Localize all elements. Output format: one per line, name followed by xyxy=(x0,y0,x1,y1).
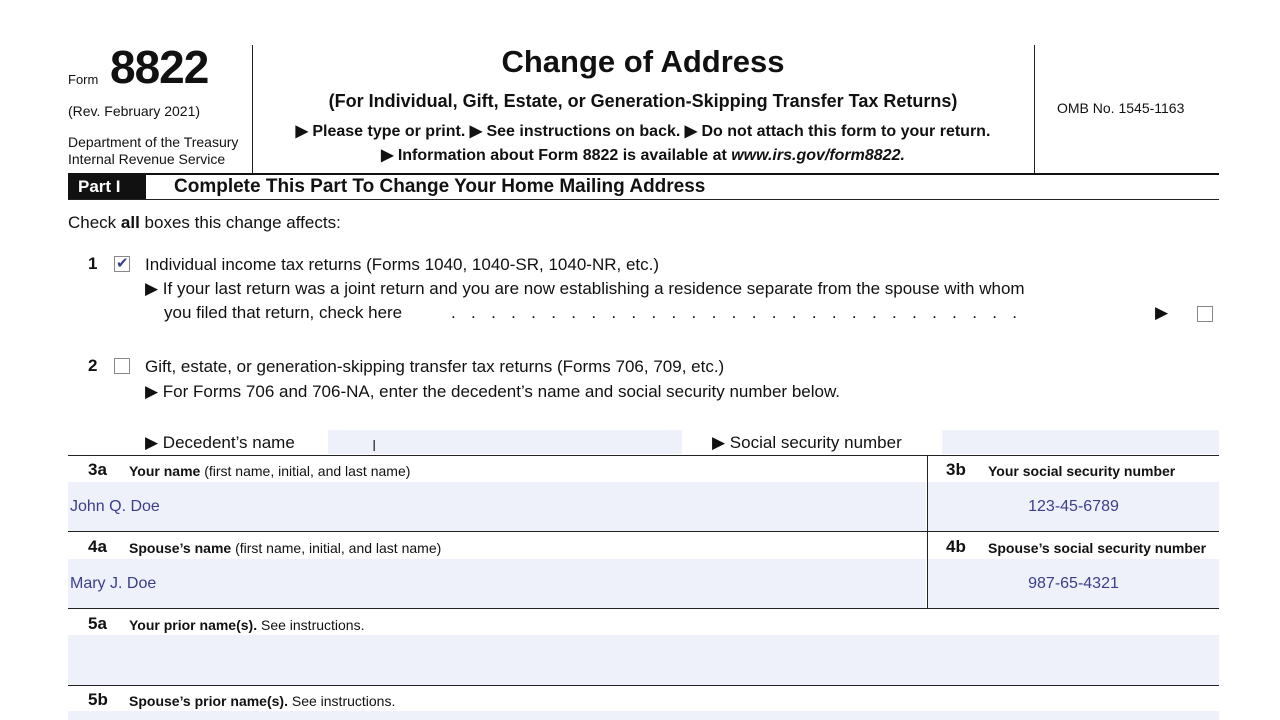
line-1-text: Individual income tax returns (Forms 1040, 1040-SR, 1040-NR, etc.) xyxy=(145,255,660,274)
line-1-dots: . . . . . . . . . . . . . . . . . . . . . . . . . . . . . xyxy=(451,303,1023,322)
field-5b-label xyxy=(129,693,395,709)
decedent-name-label: ▶ Decedent’s name xyxy=(145,433,295,452)
form-instructions: ▶ Please type or print. ▶ See instructions on back. ▶ Do not attach this form to your return. xyxy=(295,123,991,140)
form-word: Form xyxy=(68,72,99,87)
decedent-name-input[interactable] xyxy=(328,430,682,454)
line-2-text: Gift, estate, or generation-skipping transfer tax returns (Forms 706, 709, etc.) xyxy=(145,357,725,376)
part-label: Part I xyxy=(68,175,146,199)
field-3a-label xyxy=(129,463,410,479)
field-4a-label-bold: Spouse’s name xyxy=(129,540,232,556)
decedent-ssn-label: ▶ Social security number xyxy=(712,433,902,452)
row-5b-top-rule xyxy=(68,685,1219,686)
field-4a-label xyxy=(129,540,441,556)
spouse-ssn-value: 987-65-4321 xyxy=(1028,575,1119,592)
omb-number: OMB No. 1545-1163 xyxy=(1057,100,1185,116)
line-1-sub2: you filed that return, check here xyxy=(164,303,403,322)
info-url[interactable]: www.irs.gov/form8822. xyxy=(731,147,905,164)
your-ssn-value: 123-45-6789 xyxy=(1028,498,1119,515)
field-3a-label-bold: Your name xyxy=(129,463,201,479)
field-3b-label: Your social security number xyxy=(988,463,1176,479)
form-title: Change of Address xyxy=(501,44,785,79)
form-subtitle: (For Individual, Gift, Estate, or Generation-Skipping Transfer Tax Returns) xyxy=(328,91,958,111)
field-5b-label-rest: See instructions. xyxy=(287,693,396,709)
header-divider-right xyxy=(1034,45,1035,173)
field-5a-label xyxy=(129,617,364,633)
line-2-sub: ▶ For Forms 706 and 706-NA, enter the decedent’s name and social security number below. xyxy=(145,382,841,401)
field-4a-label-rest: (first name, initial, and last name) xyxy=(231,540,442,556)
field-5a-label-bold: Your prior name(s). xyxy=(129,617,258,633)
decedent-ssn-input[interactable] xyxy=(942,430,1219,454)
field-4a-number: 4a xyxy=(88,537,107,556)
spouse-name-value: Mary J. Doe xyxy=(70,575,157,592)
form-number: 8822 xyxy=(110,41,209,93)
field-5a-number: 5a xyxy=(88,614,107,633)
line-2-number: 2 xyxy=(88,356,98,375)
spouse-prior-names-input[interactable] xyxy=(68,711,1219,720)
row-4-top-rule xyxy=(68,531,1219,532)
row-3-top-rule xyxy=(68,455,1219,456)
check-all-bold: all xyxy=(120,213,140,232)
revision-date: (Rev. February 2021) xyxy=(68,103,201,119)
info-prefix: ▶ Information about Form 8822 is available at xyxy=(381,147,732,164)
check-all-instruction xyxy=(68,213,341,233)
part-rule xyxy=(68,199,1219,200)
joint-return-checkbox[interactable] xyxy=(1197,306,1213,322)
department-line: Department of the Treasury xyxy=(68,134,239,150)
field-5b-label-bold: Spouse’s prior name(s). xyxy=(129,693,288,709)
part-title: Complete This Part To Change Your Home Mailing Address xyxy=(174,176,706,197)
field-3a-label-rest: (first name, initial, and last name) xyxy=(200,463,411,479)
line-1-arrow-icon: ▶ xyxy=(1155,303,1169,322)
your-name-value: John Q. Doe xyxy=(70,498,160,515)
check-all-suffix: boxes this change affects: xyxy=(139,213,341,232)
spouse-name-input[interactable] xyxy=(68,559,926,608)
line-1-sub1: ▶ If your last return was a joint return and you are now establishing a residence separate from the spouse with whom xyxy=(145,279,1025,298)
field-5b-number: 5b xyxy=(88,690,108,709)
your-prior-names-input[interactable] xyxy=(68,635,1219,685)
form-info-line xyxy=(253,145,1033,165)
text-cursor-icon: I xyxy=(372,438,377,455)
spouse-ssn-input[interactable] xyxy=(928,559,1219,608)
your-name-input[interactable] xyxy=(68,482,926,531)
check-all-prefix: Check xyxy=(68,213,121,232)
check-mark-icon: ✔ xyxy=(116,255,129,272)
field-4b-label: Spouse’s social security number xyxy=(988,540,1207,556)
field-3b-number: 3b xyxy=(946,460,966,479)
agency-line: Internal Revenue Service xyxy=(68,151,226,167)
your-ssn-input[interactable] xyxy=(928,482,1219,531)
row-5a-top-rule xyxy=(68,608,1219,609)
field-3a-number: 3a xyxy=(88,460,107,479)
field-5a-label-rest: See instructions. xyxy=(257,617,365,633)
field-4b-number: 4b xyxy=(946,537,966,556)
line-2-checkbox[interactable] xyxy=(114,358,130,374)
line-1-number: 1 xyxy=(88,254,98,273)
line-1-checkbox[interactable] xyxy=(114,256,130,272)
